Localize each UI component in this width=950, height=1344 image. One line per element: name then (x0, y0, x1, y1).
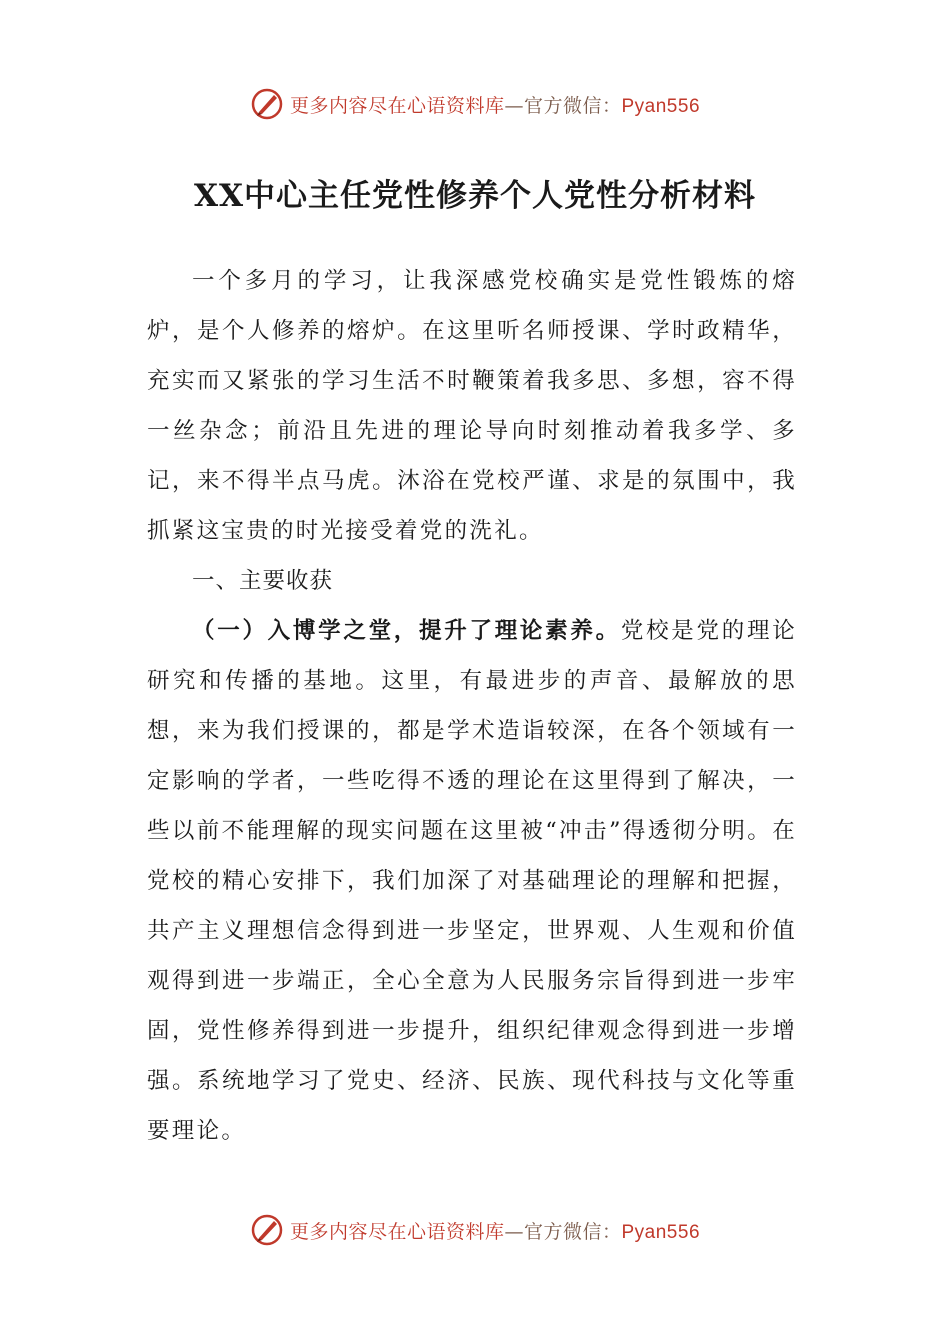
quill-pen-logo-icon (250, 1213, 284, 1247)
item-lead: （一）入博学之堂，提升了理论素养。 (192, 618, 621, 644)
watermark-text: 更多内容尽在心语资料库—官方微信：Pyan556 (289, 1220, 701, 1243)
quill-pen-logo-icon (250, 87, 284, 121)
document-body (147, 256, 797, 1156)
watermark-text: 更多内容尽在心语资料库—官方微信：Pyan556 (289, 94, 701, 117)
footer-watermark (0, 1208, 950, 1252)
section-heading: 一、主要收获 (192, 568, 334, 594)
document-title: XX中心主任党性修养个人党性分析材料 (193, 178, 757, 214)
item-body: 党校是党的理论研究和传播的基地。这里，有最进步的声音、最解放的思想，来为我们授课的，都是学术造诣较深，在各个领域有一定影响的学者，一些吃得不透的理论在这里得到了解决，一些以前不能理解的现实问题在这里被“冲击”得透彻分明。在党校的精心安排下，我们加深了对基础理论的理解和把握，共产主义理想信念得到进一步坚定，世界观、人生观和价值观得到进一步端正，全心全意为人民服务宗旨得到进一步牢固，党性修养得到进一步提升，组织纪律观念得到进一步增强。系统地学习了党史、经济、民族、现代科技与文化等重要理论。 (147, 618, 797, 1144)
item-paragraph (147, 606, 797, 1156)
intro-paragraph: 一个多月的学习，让我深感党校确实是党性锻炼的熔炉，是个人修养的熔炉。在这里听名师授课、学时政精华，充实而又紧张的学习生活不时鞭策着我多思、多想，容不得一丝杂念；前沿且先进的理论导向时刻推动着我多学、多记，来不得半点马虎。沐浴在党校严谨、求是的氛围中，我抓紧这宝贵的时光接受着党的洗礼。 (147, 268, 797, 544)
header-watermark (0, 82, 950, 126)
